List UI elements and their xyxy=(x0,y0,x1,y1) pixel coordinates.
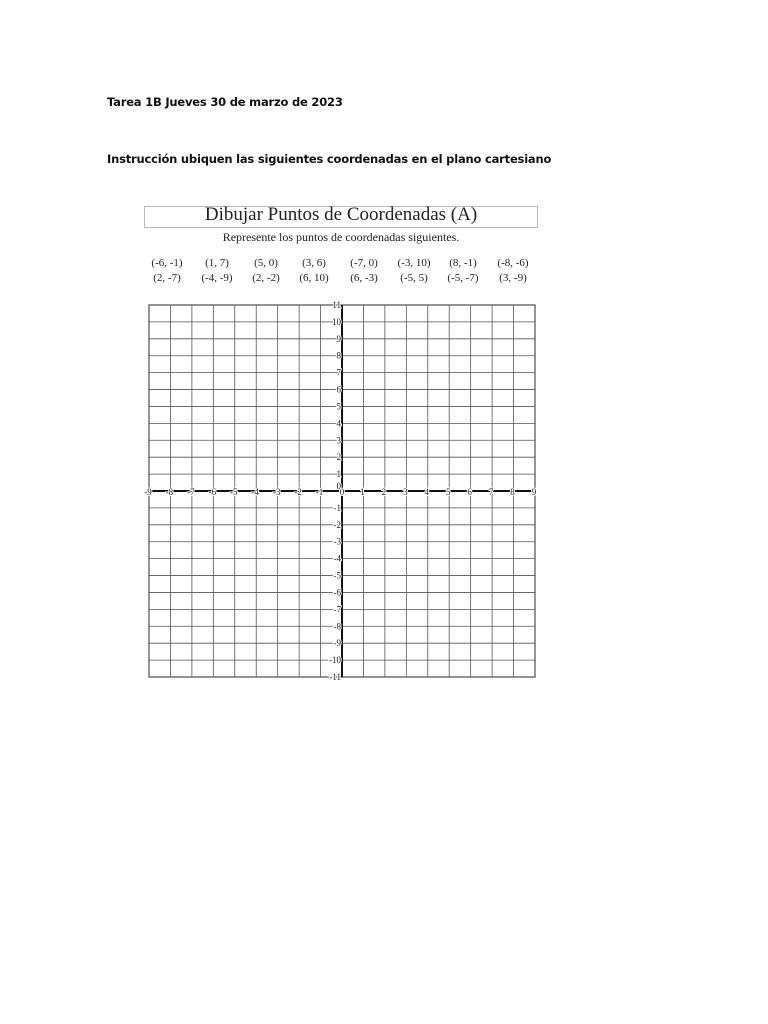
y-tick-label: -10 xyxy=(329,655,341,666)
coordinate-pair: (-6, -1) xyxy=(151,257,183,269)
coordinate-pair: (5, 0) xyxy=(254,257,278,269)
x-tick-label: 3 xyxy=(403,487,408,497)
y-tick-label: -1 xyxy=(333,502,341,513)
worksheet-subtitle: Represente los puntos de coordenadas siguientes. xyxy=(222,230,460,244)
worksheet xyxy=(140,200,542,690)
coordinate-pair: (3, 6) xyxy=(302,257,326,269)
x-tick-label: 9 xyxy=(531,487,537,497)
y-tick-label: -11 xyxy=(329,672,341,682)
y-tick-label: 9 xyxy=(336,333,341,344)
x-tick-label: 8 xyxy=(510,487,515,497)
x-tick-label: -2 xyxy=(294,487,302,497)
y-tick-label: 7 xyxy=(336,367,341,378)
x-tick-label: -5 xyxy=(230,487,238,497)
y-tick-label: 3 xyxy=(336,435,341,446)
y-tick-label: -6 xyxy=(333,587,341,598)
coordinate-pair: (-7, 0) xyxy=(350,257,378,269)
cartesian-plane xyxy=(140,200,542,690)
y-tick-label: 5 xyxy=(336,401,341,412)
x-tick-label: 1 xyxy=(360,487,365,497)
y-tick-label: 8 xyxy=(336,350,341,361)
y-tick-label: 2 xyxy=(336,452,341,463)
y-tick-label: 10 xyxy=(332,316,341,327)
x-tick-label: 7 xyxy=(488,487,494,497)
x-tick-label: 0 xyxy=(339,487,345,497)
x-tick-label: -3 xyxy=(272,487,281,497)
y-tick-label: -3 xyxy=(333,536,341,547)
coordinate-pair: (6, 10) xyxy=(299,272,329,284)
y-tick-label: -4 xyxy=(333,553,341,564)
x-tick-label: -8 xyxy=(165,487,174,497)
origin-label: 0 xyxy=(336,481,341,491)
y-tick-label: -2 xyxy=(333,519,341,530)
x-tick-label: 4 xyxy=(424,487,430,497)
x-tick-label: -4 xyxy=(251,487,259,497)
x-tick-label: -6 xyxy=(208,487,217,497)
y-tick-label: -8 xyxy=(333,621,341,632)
x-tick-label: -9 xyxy=(144,487,152,497)
coordinate-pair: (-5, 5) xyxy=(400,272,428,284)
x-tick-label: 6 xyxy=(467,487,472,497)
coordinate-pair: (2, -7) xyxy=(153,272,181,284)
coordinate-pair: (2, -2) xyxy=(252,272,280,284)
coordinate-pair: (3, -9) xyxy=(499,272,527,284)
doc-instruction: Instrucción ubiquen las siguientes coordenadas en el plano cartesiano xyxy=(107,152,552,166)
coordinate-pair: (-8, -6) xyxy=(497,257,529,269)
worksheet-title: Dibujar Puntos de Coordenadas (A) xyxy=(204,204,478,225)
y-tick-label: 6 xyxy=(336,384,341,395)
x-tick-label: 5 xyxy=(445,487,451,497)
coordinate-pair: (-4, -9) xyxy=(201,272,233,284)
y-tick-label: 11 xyxy=(332,300,341,310)
y-tick-label: -5 xyxy=(333,570,341,581)
coordinate-pair: (6, -3) xyxy=(350,272,378,284)
coordinate-pair: (-5, -7) xyxy=(447,272,479,284)
x-tick-label: -1 xyxy=(315,487,324,497)
y-tick-label: -9 xyxy=(333,638,341,649)
y-tick-label: 4 xyxy=(336,418,341,429)
coordinate-pair: (8, -1) xyxy=(449,257,477,269)
x-tick-label: -7 xyxy=(187,487,195,497)
y-tick-label: -7 xyxy=(333,604,341,615)
y-tick-label: 1 xyxy=(336,469,341,480)
x-tick-label: 2 xyxy=(381,487,387,497)
doc-heading: Tarea 1B Jueves 30 de marzo de 2023 xyxy=(107,95,343,109)
coordinate-pair: (1, 7) xyxy=(205,257,229,269)
coordinate-pair: (-3, 10) xyxy=(397,257,431,269)
